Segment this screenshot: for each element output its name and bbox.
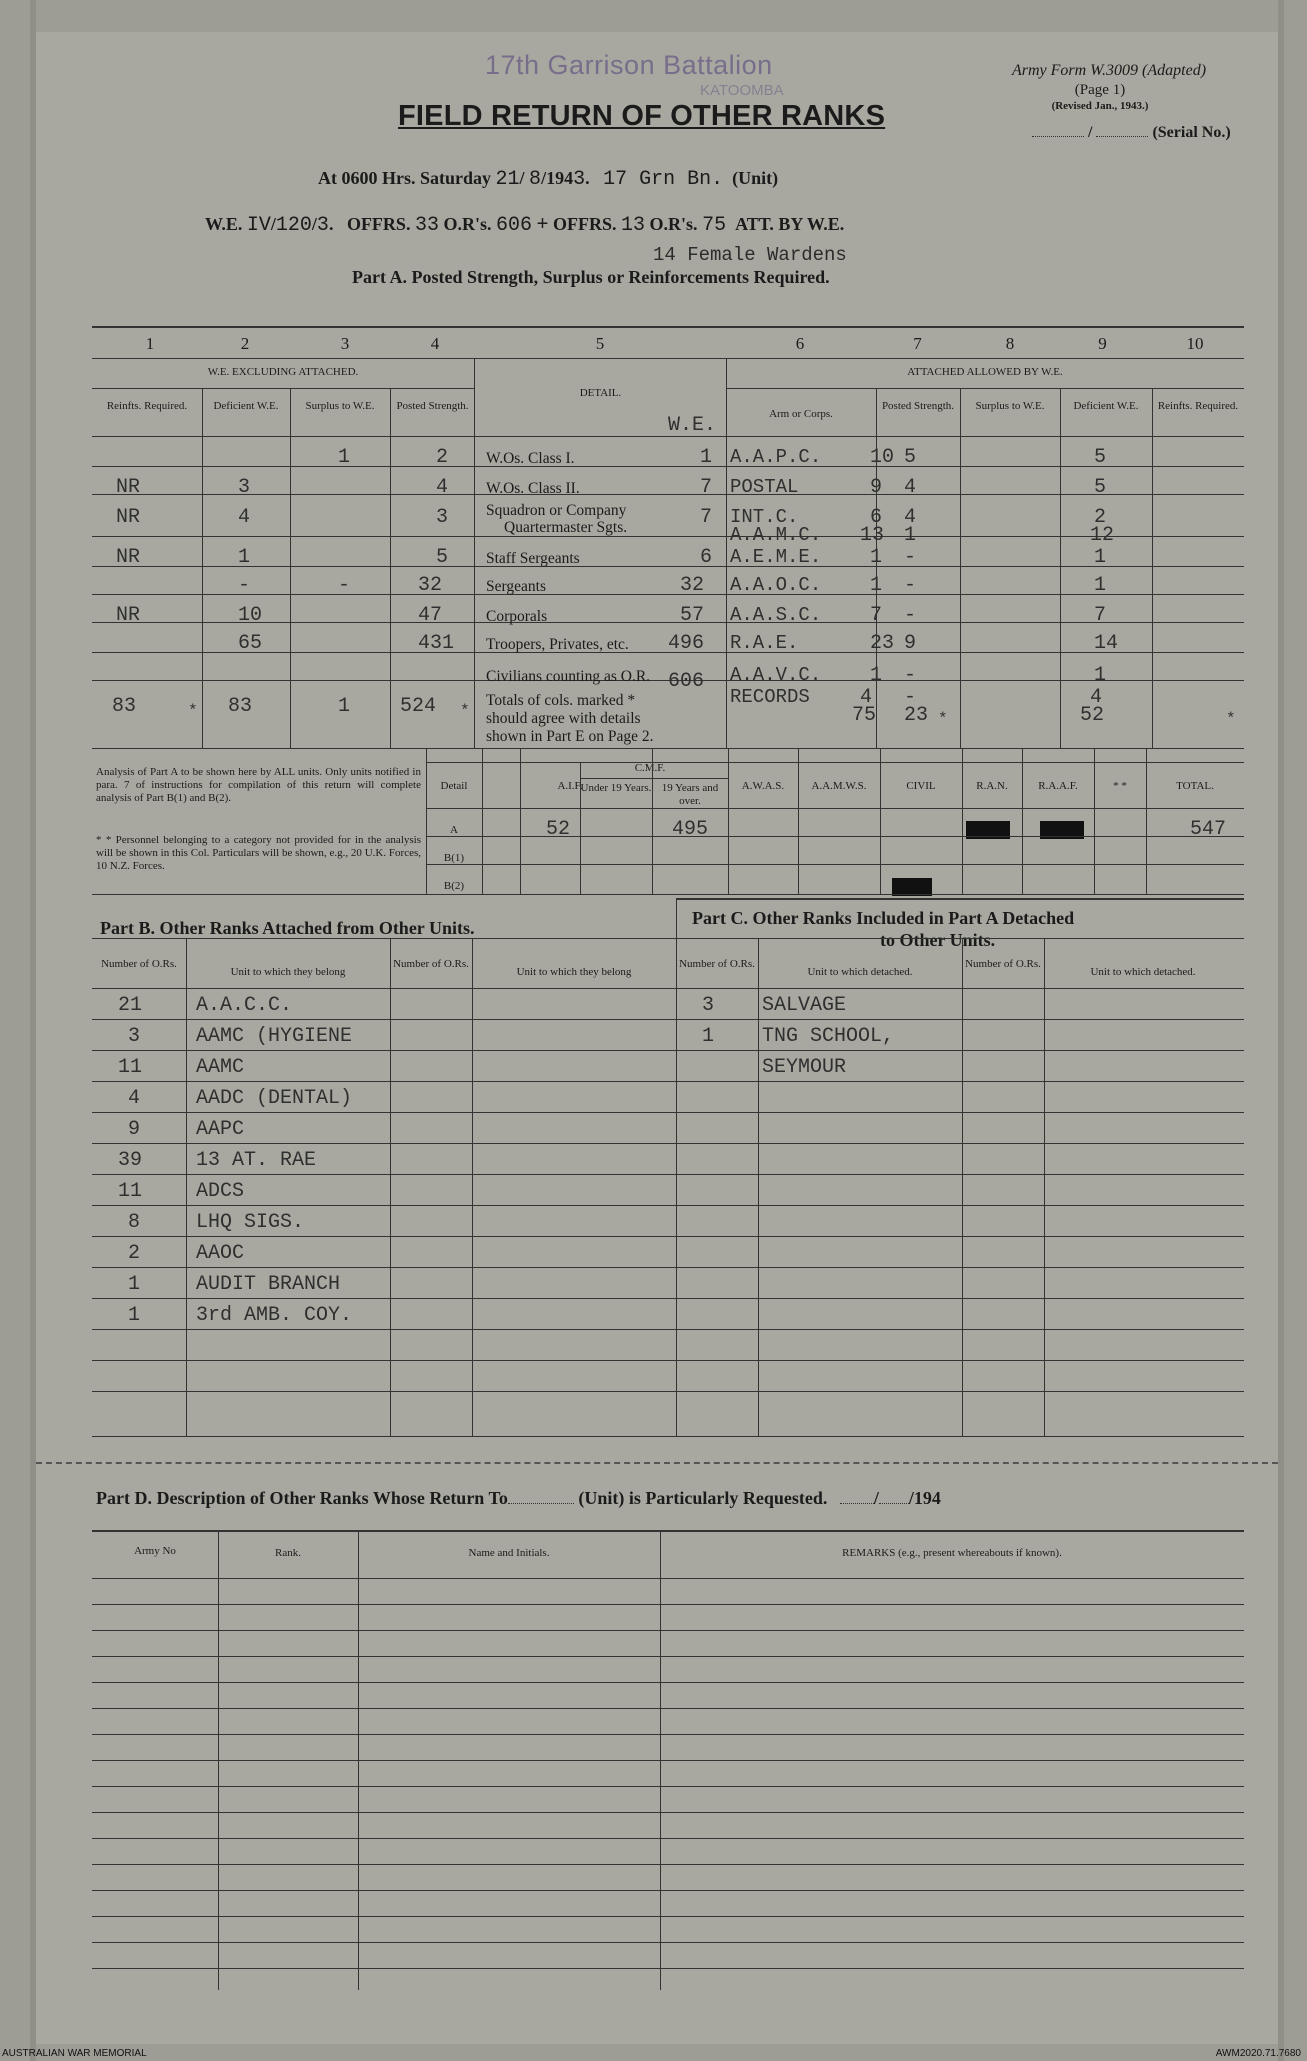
col-number: 4 — [430, 334, 440, 353]
total-deficient: 83 — [228, 695, 253, 718]
row-arm-corps: R.A.E. — [730, 632, 799, 654]
part-b-unit-header: Unit to which they belong — [230, 966, 346, 978]
rank-header: Rank. — [275, 1547, 301, 1559]
rule-line — [1022, 748, 1023, 894]
civil-header: CIVIL — [906, 780, 936, 792]
rule-line — [1094, 748, 1095, 894]
rule-line — [92, 1630, 1244, 1631]
rule-line — [426, 808, 1244, 809]
rule-line — [92, 1838, 1244, 1839]
row-posted: 431 — [418, 632, 455, 655]
col-number: 9 — [1098, 334, 1107, 353]
cmf-header: C.M.F. — [634, 762, 666, 774]
rule-line — [580, 778, 728, 779]
row-deficient: 4 — [238, 506, 251, 529]
rule-line — [92, 594, 1244, 595]
row-posted: 32 — [418, 574, 443, 597]
col-number: 10 — [1186, 334, 1204, 353]
row-arm-corps: A.A.S.C. — [730, 604, 822, 626]
part-b-number: 1 — [128, 1304, 141, 1327]
rule-line — [92, 1329, 1244, 1330]
part-b-unit: AAMC — [196, 1056, 245, 1079]
analysis-row-b2: B(2) — [443, 880, 465, 892]
row-posted2-a: 10 — [870, 446, 895, 469]
rule-line — [92, 938, 1244, 939]
row-deficient: 10 — [238, 604, 263, 627]
rule-line — [652, 748, 653, 894]
row-posted2-a: 9 — [870, 476, 883, 499]
unit-stamp: 17th Garrison Battalion — [485, 50, 773, 80]
row-posted2-b: - — [904, 574, 917, 597]
rule-line — [92, 388, 474, 389]
row-we-value: 606 — [668, 670, 705, 693]
categories-note: * * Personnel belonging to a category not provided for in the analysis will be shown in this Col. Particulars will be shown, e.g., 20 U.K. Forces, 10 N.Z. Forces. — [96, 834, 421, 872]
female-wardens-note: 14 Female Wardens — [653, 244, 847, 266]
row-reinfts: NR — [116, 476, 141, 499]
rule-line — [92, 494, 1244, 495]
rule-line — [676, 898, 1244, 900]
name-header: Name and Initials. — [468, 1547, 550, 1559]
stars-header: * * — [1113, 780, 1127, 792]
reinfts-header: Reinfts. Required. — [106, 400, 188, 412]
remarks-header: REMARKS (e.g., present whereabouts if known). — [842, 1547, 1062, 1559]
rule-line — [92, 1436, 1244, 1437]
row-detail: Staff Sergeants — [486, 550, 580, 567]
row-deficient2: 1 — [1094, 574, 1107, 597]
rule-line — [92, 1916, 1244, 1917]
row-posted2-d: - — [904, 686, 917, 709]
col-number: 8 — [1005, 334, 1015, 353]
row-arm-corps: A.A.P.C. — [730, 446, 822, 468]
row-posted: 47 — [418, 604, 443, 627]
row-arm-corps-2: A.A.M.C. — [730, 524, 822, 546]
row-deficient: 3 — [238, 476, 251, 499]
analysis-detail-header: Detail — [440, 780, 468, 792]
row-surplus: - — [338, 574, 351, 597]
part-b-number: 21 — [118, 994, 143, 1017]
row-we-value: 32 — [680, 574, 705, 597]
rule-line — [1044, 938, 1045, 1436]
row-posted2-b: 4 — [904, 476, 917, 499]
date-line: At 0600 Hrs. Saturday 21/ 8/1943. 17 Grn Bn. (Unit) — [318, 168, 779, 191]
part-b-number: 1 — [128, 1273, 141, 1296]
row-deficient: 1 — [238, 546, 251, 569]
part-b-unit: AAOC — [196, 1242, 245, 1265]
total-posted: 524 — [400, 695, 437, 718]
part-c-unit: TNG SCHOOL, — [762, 1025, 895, 1048]
aamws-header: A.A.M.W.S. — [811, 780, 867, 792]
footer-left: AUSTRALIAN WAR MEMORIAL — [2, 2048, 147, 2059]
rule-line — [426, 748, 427, 894]
row-posted2-a: 23 — [870, 632, 895, 655]
rule-line — [962, 748, 963, 894]
rule-line — [92, 1530, 1244, 1532]
row-detail-2: Quartermaster Sgts. — [504, 519, 628, 536]
row-posted2-a: 1 — [870, 546, 883, 569]
rule-line — [390, 938, 391, 1436]
right-edge — [1278, 0, 1284, 2061]
col-number: 3 — [340, 334, 350, 353]
surplus2-header: Surplus to W.E. — [975, 400, 1045, 412]
rule-line — [92, 1604, 1244, 1605]
row-posted2-b: 5 — [904, 446, 917, 469]
rule-line — [92, 1890, 1244, 1891]
col-number: 7 — [913, 334, 922, 353]
rule-line — [92, 988, 1244, 989]
rule-line — [426, 836, 1244, 837]
total-reinfts: 83 — [112, 695, 137, 718]
rule-line — [92, 1112, 1244, 1113]
part-b-number: 8 — [128, 1211, 141, 1234]
rule-line — [676, 938, 677, 1436]
row-arm-corps: POSTAL — [730, 476, 799, 498]
rule-line — [580, 762, 581, 894]
part-b-number: 2 — [128, 1242, 141, 1265]
row-we-value: 7 — [700, 506, 713, 529]
rule-line — [92, 1050, 1244, 1051]
row-deficient2: 7 — [1094, 604, 1107, 627]
rule-line — [1152, 388, 1153, 748]
rule-line — [92, 1812, 1244, 1813]
part-b-number: 4 — [128, 1087, 141, 1110]
rule-line — [960, 388, 961, 748]
deficient2-header: Deficient W.E. — [1073, 400, 1139, 412]
total-deficient2: 52 — [1080, 704, 1105, 727]
rule-line — [520, 748, 521, 894]
rule-line — [474, 358, 475, 748]
part-b-number: 11 — [118, 1056, 143, 1079]
row-we-value: 496 — [668, 632, 705, 655]
rule-line — [426, 762, 1244, 763]
totals-note-2: should agree with details — [486, 710, 641, 727]
row-deficient2: 1 — [1094, 664, 1107, 687]
rule-line — [92, 894, 1244, 895]
totals-note-1: Totals of cols. marked * — [486, 692, 636, 709]
rule-line — [472, 938, 473, 1436]
rule-line — [92, 1786, 1244, 1787]
rule-line — [92, 358, 1244, 359]
row-deficient2-b: 4 — [1090, 686, 1103, 709]
row-posted2-a: 7 — [870, 604, 883, 627]
col-number: 6 — [795, 334, 805, 353]
totals-note-3: shown in Part E on Page 2. — [486, 728, 654, 745]
awas-header: A.W.A.S. — [741, 780, 785, 792]
rule-line — [92, 1708, 1244, 1709]
row-posted2-b: - — [904, 604, 917, 627]
total-star: * — [460, 702, 470, 720]
row-deficient2: 5 — [1094, 476, 1107, 499]
rule-line — [92, 1968, 1244, 1969]
part-c-number-header-2: Number of O.Rs. — [965, 958, 1041, 970]
rule-line — [676, 898, 677, 938]
row-posted2-b: - — [904, 546, 917, 569]
rule-line — [92, 1174, 1244, 1175]
analysis-row-a: A — [450, 824, 458, 836]
row-arm-corps-2: RECORDS — [730, 686, 810, 708]
row-deficient2-b: 12 — [1090, 524, 1115, 547]
serial-no: / (Serial No.) — [1028, 124, 1231, 142]
rule-line — [92, 748, 1244, 749]
row-arm-corps: A.A.O.C. — [730, 574, 822, 596]
rule-line — [798, 748, 799, 894]
rule-line — [218, 1530, 219, 1990]
row-reinfts: NR — [116, 546, 141, 569]
rule-line — [880, 748, 881, 894]
rule-line — [92, 436, 1244, 437]
footer-right: AWM2020.71.7680 — [1215, 2048, 1301, 2059]
part-c-unit: SALVAGE — [762, 994, 847, 1017]
part-b-number: 11 — [118, 1180, 143, 1203]
row-posted: 2 — [436, 446, 449, 469]
page-label: (Page 1) — [1074, 82, 1126, 98]
rule-line — [202, 388, 203, 748]
rule-line — [92, 1205, 1244, 1206]
part-c-number: 3 — [702, 994, 715, 1017]
row-detail: Corporals — [486, 608, 548, 625]
row-deficient2: 14 — [1094, 632, 1119, 655]
part-b-unit: AAPC — [196, 1118, 245, 1141]
form-title: FIELD RETURN OF OTHER RANKS — [398, 100, 886, 132]
we-mark: W.E. — [668, 414, 717, 437]
part-b-unit: ADCS — [196, 1180, 245, 1203]
over19-header: 19 Years and over. — [661, 782, 719, 807]
col-number: 2 — [240, 334, 250, 353]
rule-line — [728, 748, 729, 894]
raaf-header: R.A.A.F. — [1038, 780, 1078, 792]
we-line: W.E. IV/120/3. OFFRS. 33 O.R's. 606 + OFFRS. 13 O.R's. 75 ATT. BY W.E. — [205, 214, 845, 237]
posted-header: Posted Strength. — [396, 400, 469, 412]
rule-line — [92, 326, 1244, 328]
rule-line — [92, 1864, 1244, 1865]
part-b-unit: A.A.C.C. — [196, 994, 293, 1017]
row-deficient2: 1 — [1094, 546, 1107, 569]
rule-line — [92, 1656, 1244, 1657]
part-d-title: Part D. Description of Other Ranks Whose Return To (Unit) is Particularly Requested. / /194 — [96, 1488, 941, 1508]
rule-line — [726, 358, 727, 748]
row-posted2-b: 9 — [904, 632, 917, 655]
row-detail: Sergeants — [486, 578, 546, 595]
ran-header: R.A.N. — [976, 780, 1008, 792]
rule-line — [92, 466, 1244, 467]
col-number: 1 — [145, 334, 155, 353]
detail-header: DETAIL. — [579, 387, 622, 399]
part-b-unit: 3rd AMB. COY. — [196, 1304, 353, 1327]
rule-line — [962, 938, 963, 1436]
row-we-value: 1 — [700, 446, 713, 469]
part-a-title: Part A. Posted Strength, Surplus or Reinforcements Required. — [352, 267, 830, 287]
part-c-number: 1 — [702, 1025, 715, 1048]
part-b-number-header-2: Number of O.Rs. — [393, 958, 469, 970]
rule-line — [92, 1267, 1244, 1268]
part-c-title: Part C. Other Ranks Included in Part A Detached — [692, 908, 1075, 928]
reinfts2-header: Reinfts. Required. — [1157, 400, 1239, 412]
part-b-unit-header-2: Unit to which they belong — [516, 966, 632, 978]
row-detail: W.Os. Class I. — [486, 450, 575, 467]
rule-line — [92, 1942, 1244, 1943]
rule-line — [92, 1298, 1244, 1299]
row-arm-corps: A.A.V.C. — [730, 664, 822, 686]
row-deficient: 65 — [238, 632, 263, 655]
row-detail: Squadron or Company — [486, 502, 627, 519]
army-form-label: Army Form W.3009 (Adapted) — [1011, 62, 1207, 79]
row-posted2-c: 13 — [860, 524, 885, 547]
row-posted2-a: 1 — [870, 574, 883, 597]
row-detail: Troopers, Privates, etc. — [486, 636, 629, 653]
row-arm-corps: INT.C. — [730, 506, 799, 528]
rule-line — [726, 388, 1244, 389]
rule-line — [660, 1530, 661, 1990]
rule-line — [358, 1530, 359, 1990]
arm-corps-header: Arm or Corps. — [769, 408, 833, 420]
rule-line — [92, 1682, 1244, 1683]
posted2-header: Posted Strength. — [881, 400, 955, 412]
rule-line — [92, 1081, 1244, 1082]
row-deficient: - — [238, 574, 251, 597]
rule-line — [92, 622, 1244, 623]
rule-line — [92, 1578, 1244, 1579]
total-star: * — [1226, 710, 1236, 728]
part-b-unit: AADC (DENTAL) — [196, 1087, 353, 1110]
rule-line — [92, 1391, 1244, 1392]
part-c-title-2: to Other Units. — [880, 930, 996, 950]
part-b-number: 39 — [118, 1149, 143, 1172]
row-surplus: 1 — [338, 446, 351, 469]
row-detail: Civilians counting as O.R. — [486, 668, 651, 685]
row-we-value: 7 — [700, 476, 713, 499]
rule-line — [92, 536, 1244, 537]
row-posted2-a: 1 — [870, 664, 883, 687]
row-posted2-c: 4 — [860, 686, 873, 709]
under19-header: Under 19 Years. — [580, 782, 652, 794]
rule-line — [92, 566, 1244, 567]
army-no-header: Army No — [134, 1545, 176, 1557]
over19-value: 495 — [672, 818, 709, 841]
row-posted: 5 — [436, 546, 449, 569]
rule-line — [186, 938, 187, 1436]
total-header: TOTAL. — [1176, 780, 1214, 792]
total-posted2-a: 75 — [852, 704, 877, 727]
part-b-unit: AUDIT BRANCH — [196, 1273, 341, 1296]
analysis-row-b1: B(1) — [443, 852, 465, 864]
analysis-total-value: 547 — [1190, 818, 1227, 841]
col-number: 5 — [595, 334, 605, 353]
row-we-value: 6 — [700, 546, 713, 569]
row-posted: 3 — [436, 506, 449, 529]
row-reinfts: NR — [116, 604, 141, 627]
row-detail: W.Os. Class II. — [486, 480, 580, 497]
rule-line — [426, 864, 1244, 865]
part-b-title: Part B. Other Ranks Attached from Other Units. — [100, 918, 475, 938]
deficient-header: Deficient W.E. — [213, 400, 279, 412]
part-b-unit: 13 AT. RAE — [196, 1149, 317, 1172]
aif-value: 52 — [546, 818, 571, 841]
rule-line — [92, 1143, 1244, 1144]
rule-line — [758, 938, 759, 1436]
row-posted2-b: 4 — [904, 506, 917, 529]
unit-stamp-location: KATOOMBA — [700, 82, 784, 99]
row-reinfts: NR — [116, 506, 141, 529]
row-posted2-d: 1 — [904, 524, 917, 547]
part-c-unit: SEYMOUR — [762, 1056, 847, 1079]
part-b-number: 3 — [128, 1025, 141, 1048]
attached-header: ATTACHED ALLOWED BY W.E. — [907, 366, 1063, 378]
rule-line — [1060, 388, 1061, 748]
part-b-number: 9 — [128, 1118, 141, 1141]
total-posted2-b: 23 — [904, 704, 929, 727]
row-deficient2: 2 — [1094, 506, 1107, 529]
rule-line — [92, 1236, 1244, 1237]
rule-line — [1146, 748, 1147, 894]
row-arm-corps: A.E.M.E. — [730, 546, 822, 568]
analysis-note: Analysis of Part A to be shown here by ALL units. Only units notified in para. 7 of instructions for compilation of this return will complete analysis of Part B(1) and B(2). — [96, 766, 421, 804]
rule-line — [390, 388, 391, 748]
part-c-unit-header: Unit to which detached. — [807, 966, 913, 978]
rule-line — [482, 748, 483, 894]
part-c-number-header: Number of O.Rs. — [679, 958, 755, 970]
total-star: * — [188, 702, 198, 720]
row-deficient2: 5 — [1094, 446, 1107, 469]
rule-line — [92, 1019, 1244, 1020]
we-excluding-header: W.E. EXCLUDING ATTACHED. — [207, 366, 359, 378]
part-b-unit: LHQ SIGS. — [196, 1211, 305, 1234]
part-c-unit-header-2: Unit to which detached. — [1090, 966, 1196, 978]
surplus-header: Surplus to W.E. — [305, 400, 375, 412]
part-b-number-header: Number of O.Rs. — [101, 958, 177, 970]
aif-header: A.I.F. — [557, 780, 583, 792]
rule-line — [92, 1760, 1244, 1761]
part-b-unit: AAMC (HYGIENE — [196, 1025, 353, 1048]
dashed-separator — [36, 1462, 1278, 1464]
total-star: * — [938, 710, 948, 728]
rule-line — [92, 1360, 1244, 1361]
row-we-value: 57 — [680, 604, 705, 627]
revised-label: (Revised Jan., 1943.) — [1051, 100, 1149, 112]
total-surplus: 1 — [338, 695, 351, 718]
rule-line — [290, 388, 291, 748]
rule-line — [92, 1734, 1244, 1735]
row-posted2-b: - — [904, 664, 917, 687]
row-posted2-a: 6 — [870, 506, 883, 529]
row-posted: 4 — [436, 476, 449, 499]
